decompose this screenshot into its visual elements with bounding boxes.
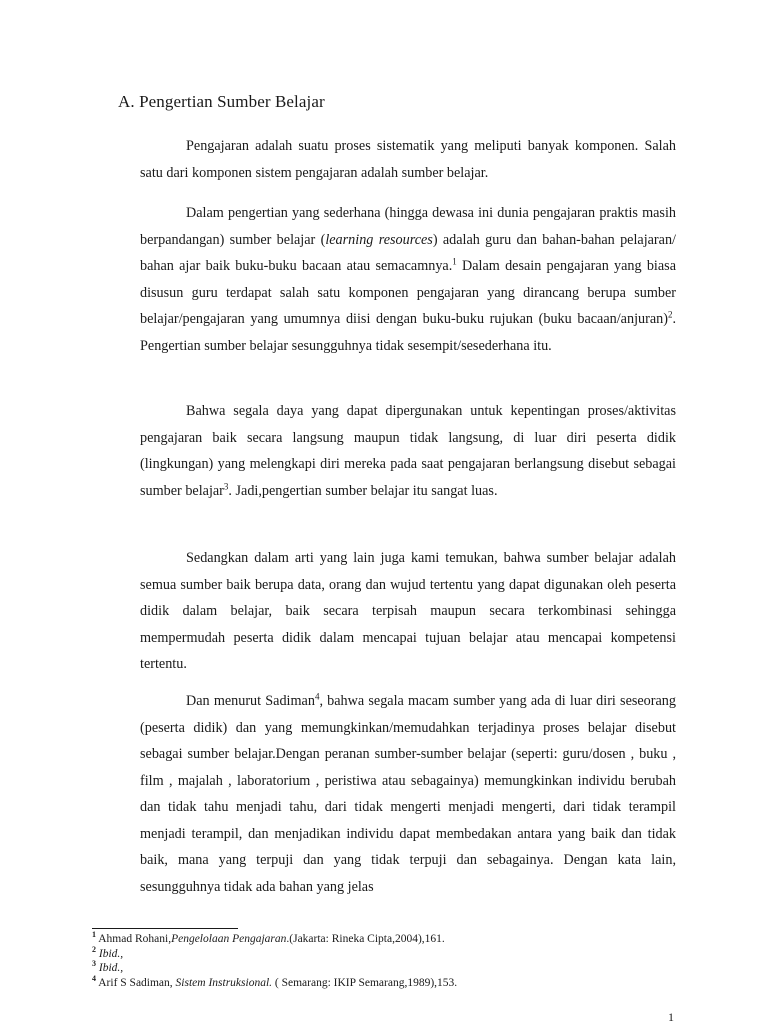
- footnote-title: Sistem Instruksional.: [175, 976, 273, 989]
- paragraph-text: Sedangkan dalam arti yang lain juga kami temukan, bahwa sumber belajar adalah semua sumber baik berupa data, orang dan wujud tertentu yang dapat digunakan oleh peserta didik dalam belajar, baik secara terpisah maupun secara terkombinasi sehingga mempermudah peserta didik dalam mencapai tujuan belajar atau mencapai kompetensi tertentu.: [140, 550, 676, 672]
- paragraph-2: [140, 200, 676, 359]
- footnote-separator: [92, 928, 238, 929]
- paragraph-text: . Jadi,pengertian sumber belajar itu sangat luas.: [228, 482, 498, 499]
- footnote-title: Ibid.,: [98, 947, 124, 960]
- footnote-title: Pengelolaan Pengajaran: [171, 933, 287, 945]
- footnote-ref-2[interactable]: 2: [667, 309, 673, 320]
- footnote-text: ( Semarang: IKIP Semarang,1989),153.: [272, 976, 458, 989]
- footnote-ref-1[interactable]: 1: [452, 256, 457, 267]
- footnote-number: 3: [92, 959, 96, 969]
- paragraph-5: [140, 688, 676, 900]
- footnote-2: [92, 944, 692, 962]
- footnotes: [92, 932, 692, 990]
- section-heading: A. Pengertian Sumber Belajar: [118, 92, 325, 111]
- footnote-4: [92, 973, 692, 991]
- paragraph-text: Dan menurut Sadiman: [186, 693, 315, 709]
- footnote-number: 4: [92, 973, 96, 983]
- footnote-text: Ahmad Rohani,: [96, 933, 172, 945]
- italic-term: learning resources: [325, 231, 433, 248]
- footnote-ref-3[interactable]: 3: [223, 480, 229, 491]
- footnote-number: 1: [92, 930, 96, 940]
- paragraph-1: [140, 133, 676, 186]
- paragraph-text: . Pengertian sumber belajar sesungguhnya tidak sesempit/sesederhana itu.: [140, 311, 676, 354]
- paragraph-text: , bahwa segala macam sumber yang ada di luar diri seseorang (peserta didik) dan yang memungkinkan/memudahkan terjadinya proses belajar disebut sebagai sumber belajar.Dengan peranan sumber-sumber belajar (seperti: guru/dosen , buku , film , majalah , laboratorium , peristiwa atau sebagainya) memungkinkan individu berubah dan tidak tahu menjadi tahu, dari tidak mengerti menjadi mengerti, dari tidak terampil menjadi terampil, dan menjadikan individu dapat membedakan antara yang baik dan tidak baik, mana yang terpuji dan yang tidak terpuji dan sebagainya. Dengan kata lain, sesungguhnya tidak ada bahan yang jelas: [140, 693, 676, 895]
- footnote-text: .(Jakarta: Rineka Cipta,2004),161.: [286, 933, 445, 945]
- footnote-text: Arif S Sadiman,: [96, 976, 176, 989]
- paragraph-4: [140, 545, 676, 678]
- paragraph-text: Dalam pengertian yang sederhana (hingga dewasa ini dunia pengajaran praktis masih berpandangan) sumber belajar (: [140, 205, 676, 248]
- paragraph-text: ) adalah guru dan bahan-bahan pelajaran/ bahan ajar baik buku-buku bacaan atau semacamnya.: [140, 231, 676, 274]
- paragraph-text: Pengajaran adalah suatu proses sistematik yang meliputi banyak komponen. Salah satu dari komponen sistem pengajaran adalah sumber belajar.: [140, 138, 676, 181]
- footnote-1: [92, 932, 692, 947]
- footnote-number: 2: [92, 944, 96, 954]
- footnote-title: Ibid.,: [98, 962, 124, 974]
- paragraph-text: Bahwa segala daya yang dapat dipergunakan untuk kepentingan proses/aktivitas pengajaran baik secara langsung maupun tidak langsung, di luar diri peserta didik (lingkungan) yang melengkapi diri mereka pada saat pengajaran berlangsung disebut sebagai sumber belajar: [140, 403, 676, 499]
- paragraph-3: [140, 398, 676, 504]
- footnote-3: [92, 961, 692, 976]
- footnote-ref-4[interactable]: 4: [314, 691, 320, 702]
- page-number: 1: [668, 1010, 674, 1024]
- paragraph-text: Dalam desain pengajaran yang biasa disusun guru terdapat salah satu komponen pengajaran yang dirancang berupa sumber belajar/pengajaran yang umumnya diisi dengan buku-buku rujukan (buku bacaan/anjuran): [140, 258, 676, 327]
